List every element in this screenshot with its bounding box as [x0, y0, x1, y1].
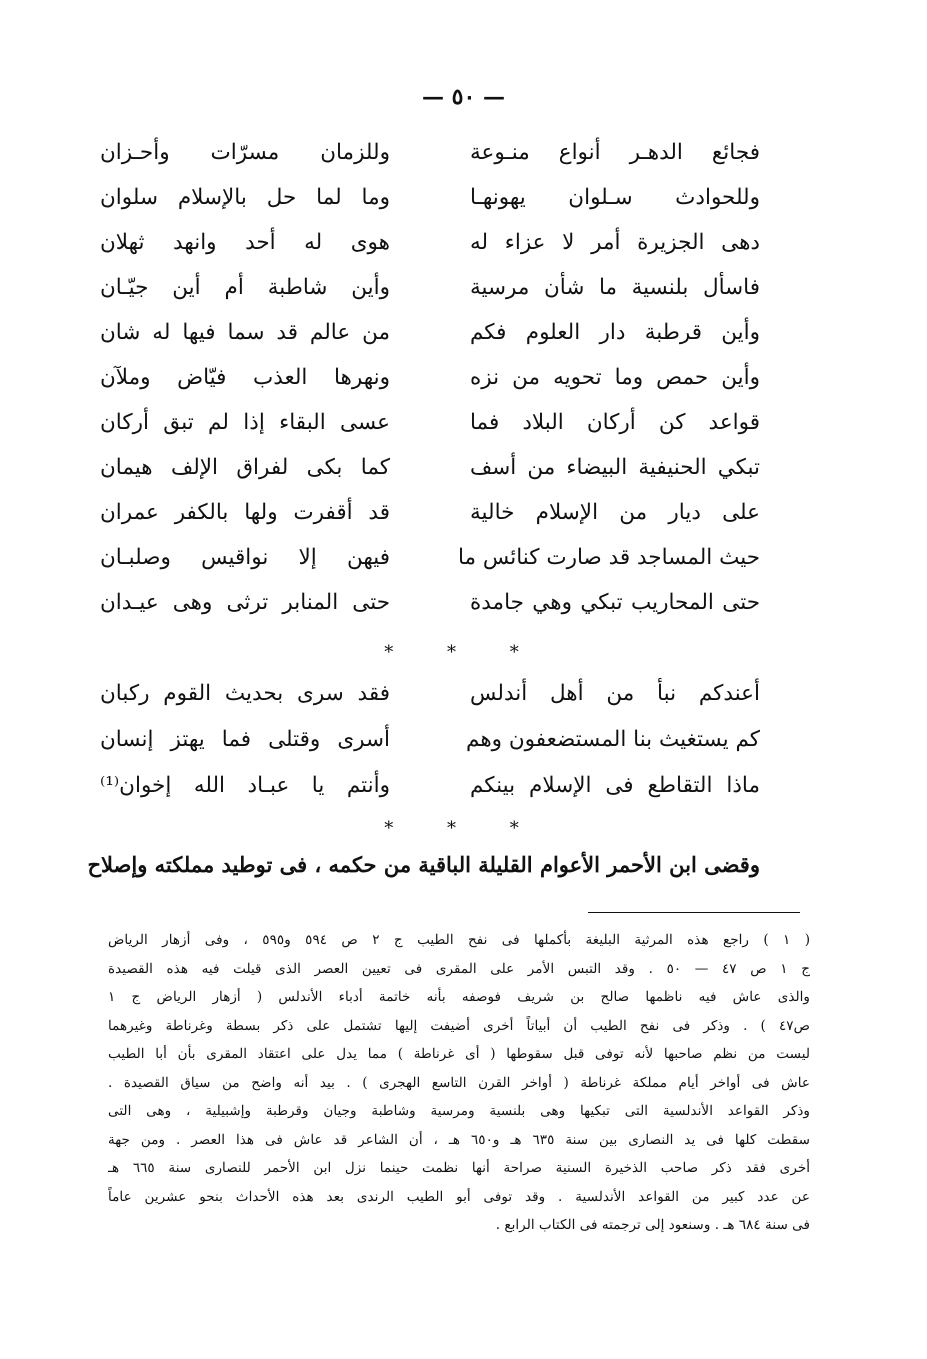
footnote-line: ج ١ ص ٤٧ — ٥٠ . وقد التبس الأمر على المقرى فى تعيين العصر الذى قيلت فيه هذه القصيدة	[108, 960, 810, 977]
footnote-line: وذكر القواعد الأندلسية التى تبكيها وهى بلنسية ومرسية وشاطبة وجيان وقرطبة وإشبيلية ، وهى التى	[108, 1103, 810, 1119]
poem-upper	[100, 130, 760, 625]
second-hemistich: حتى المنابر ترثى وهى عيـدان	[100, 590, 390, 615]
second-hemistich: من عالم قد سما فيها له شان	[100, 320, 390, 345]
second-hemistich: وللزمان مسرّات وأحـزان	[100, 140, 390, 165]
first-hemistich: على ديار من الإسلام خالية	[470, 500, 760, 525]
first-hemistich: فاسأل بلنسية ما شأن مرسية	[470, 275, 760, 300]
first-hemistich: وللحوادث سـلوان يهونهـا	[470, 185, 760, 210]
verse	[100, 310, 760, 355]
footnote-line: ص٤٧ ) . وذكر فى نفح الطيب أن أبياتاً أخرى أضيفت إليها تشتمل على ذكر بسطة وغرناطة وغيرهما	[108, 1017, 810, 1034]
verse	[100, 130, 760, 175]
poem-lower	[100, 670, 760, 808]
verse	[100, 265, 760, 310]
first-hemistich: فجائع الدهـر أنواع منـوعة	[470, 140, 760, 165]
footnote-line: سقطت كلها فى يد النصارى بين سنة ٦٣٥ هـ و٦٥٠ هـ ، أن الشاعر قد عاش فى هذا العصر . ومن جهة	[108, 1131, 810, 1148]
footnote-line: عاش فى أواخر أيام مملكة غرناطة ( أواخر القرن التاسع الهجرى ) . بيد أنه واضح من سياق القصيدة .	[108, 1074, 810, 1091]
first-hemistich: وأين قرطبة دار العلوم فكم	[470, 320, 760, 345]
second-hemistich: ونهرها العذب فيّاض وملآن	[100, 365, 390, 390]
section-separator: * * *	[384, 642, 543, 663]
footnote-line: والذى عاش فيه ناظمها صالح بن شريف فوصفه بأنه خاتمة أدباء الأندلس ( أزهار الرياض ج ١	[108, 989, 810, 1005]
first-hemistich: حتى المحاريب تبكي وهي جامدة	[470, 590, 760, 615]
verse	[100, 490, 760, 535]
second-hemistich: قد أقفرت ولها بالكفر عمران	[100, 500, 390, 525]
page-number: — ٥٠ —	[422, 84, 505, 110]
first-hemistich: تبكي الحنيفية البيضاء من أسف	[470, 455, 760, 480]
verse	[100, 535, 760, 580]
verse	[100, 445, 760, 490]
footnotes	[108, 926, 810, 1240]
second-hemistich: عسى البقاء إذا لم تبق أركان	[100, 410, 390, 435]
first-hemistich: كم يستغيث بنا المستضعفون وهم	[466, 726, 760, 752]
first-hemistich: ماذا التقاطع فى الإسلام بينكم	[470, 772, 760, 798]
footnote-line: فى سنة ٦٨٤ هـ . وسنعود إلى ترجمته فى الكتاب الرابع .	[495, 1217, 810, 1233]
verse	[100, 175, 760, 220]
first-hemistich: وأين حمص وما تحويه من نزه	[470, 365, 760, 390]
verse	[100, 670, 760, 716]
second-hemistich: وأين شاطبة أم أين جيّـان	[100, 275, 390, 300]
verse	[100, 716, 760, 762]
second-hemistich: وأنتم يا عبـاد الله إخوان⁽¹⁾	[100, 772, 390, 798]
footnote-line: ليست من نظم صاحبها لأنه توفى قبل سقوطها ( أى غرناطة ) مما يدل على اعتقاد المقرى بأن أبا الطيب	[108, 1046, 810, 1062]
first-hemistich: حيث المساجد قد صارت كنائس ما	[457, 545, 760, 570]
first-hemistich: دهى الجزيرة أمر لا عزاء له	[470, 230, 760, 255]
second-hemistich: فقد سرى بحديث القوم ركبان	[100, 680, 390, 706]
verse	[100, 580, 760, 625]
second-hemistich: وما لما حل بالإسلام سلوان	[100, 185, 390, 210]
verse	[100, 400, 760, 445]
footnote-rule	[588, 912, 800, 913]
second-hemistich: كما بكى لفراق الإلف هيمان	[100, 455, 390, 480]
footnote-line: عن عدد كبير من القواعد الأندلسية . وقد توفى أبو الطيب الرندى بعد هذه الأحداث بنحو عشرين عاماً	[108, 1188, 810, 1205]
footnote-line: ( ١ ) راجع هذه المرثية البليغة بأكملها فى نفح الطيب ج ٢ ص ٥٩٤ و٥٩٥ ، وفى أزهار الرياض	[108, 932, 810, 948]
verse	[100, 220, 760, 265]
first-hemistich: أعندكم نبأ من أهل أندلس	[470, 680, 760, 706]
section-separator: * * *	[384, 818, 543, 839]
second-hemistich: هوى له أحد وانهد ثهلان	[100, 230, 390, 255]
first-hemistich: قواعد كن أركان البلاد فما	[470, 410, 760, 435]
verse	[100, 355, 760, 400]
second-hemistich: فيهن إلا نواقيس وصلبـان	[100, 545, 390, 570]
closing-paragraph-line: وقضى ابن الأحمر الأعوام القليلة الباقية من حكمه ، فى توطيد مملكته وإصلاح	[87, 852, 760, 877]
verse	[100, 762, 760, 808]
second-hemistich: أسرى وقتلى فما يهتز إنسان	[100, 726, 390, 752]
footnote-line: أخرى فقد ذكر صاحب الذخيرة السنية صراحة أنها نظمت حينما نزل ابن الأحمر للنصارى سنة ٦٦٥ هـ	[108, 1160, 810, 1176]
